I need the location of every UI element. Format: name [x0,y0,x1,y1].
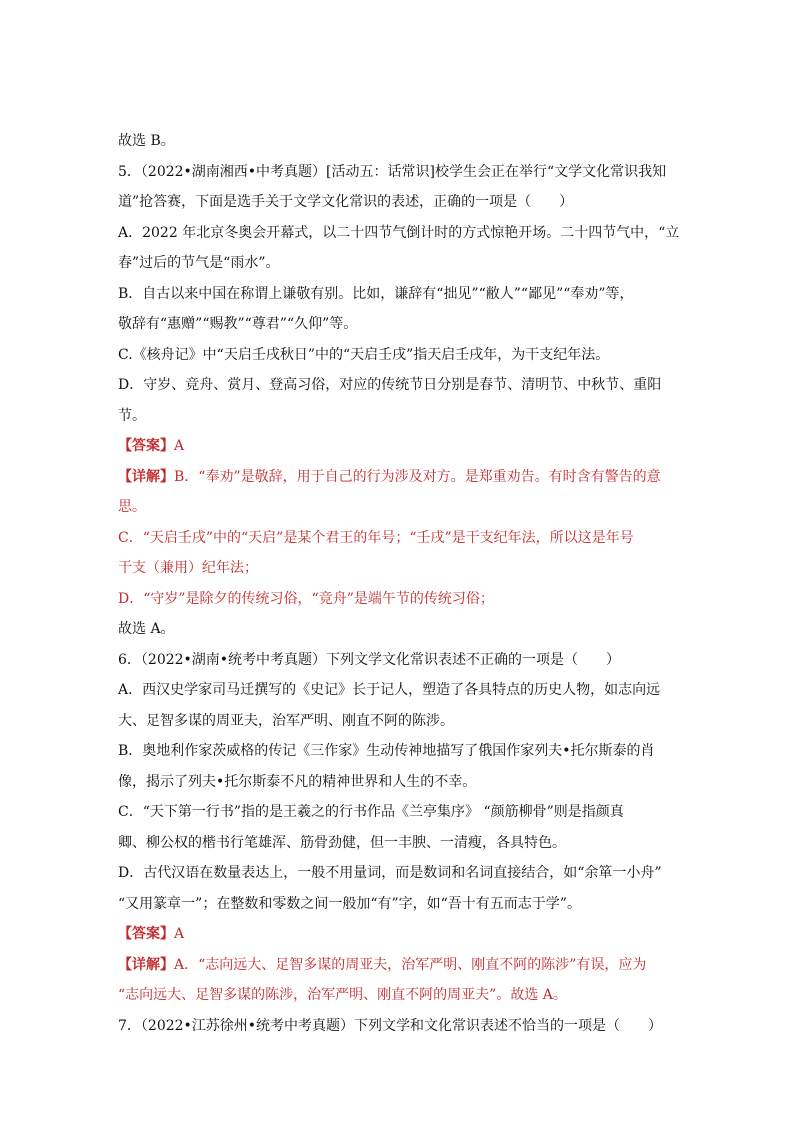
text-line: 故选 B。 [118,133,175,149]
question-6-line: 6．（2022•湖南•统考中考真题）下列文学文化常识表述不正确的一项是（ ） [118,651,621,668]
answer-tag: 【答案】 [118,438,174,454]
explanation-line: D．“守岁”是除夕的传统习俗，“竞舟”是端午节的传统习俗； [118,590,494,607]
explanation-line: 思。 [118,499,146,515]
question-7-line: 7．（2022•江苏徐州•统考中考真题）下列文学和文化常识表述不恰当的一项是（ ） [118,1017,663,1034]
explanation-text: A．“志向远大、足智多谋的周亚夫，治军严明、刚直不阿的陈涉”有误，应为 [174,956,647,973]
question-5-line: 5．（2022•湖南湘西•中考真题）[活动五：话常识]校学生会正在举行“文学文化常识我知 [118,163,667,180]
explanation-text: B．“奉劝”是敬辞，用于自己的行为涉及对方。是郑重劝告。有时含有警告的意 [174,468,661,485]
text-line: 卿、柳公权的楷书行笔雄浑、筋骨劲健，但一丰腴、一清瘦，各具特色。 [118,834,566,851]
text-line: “又用篆章一”；在整数和零数之间一般加“有”字，如“吾十有五而志于学”。 [118,895,581,912]
option-a-line: A．2022 年北京冬奥会开幕式，以二十四节气倒计时的方式惊艳开场。二十四节气中，“立 [118,224,680,241]
text-line: 春”过后的节气是“雨水”。 [118,255,280,271]
answer-value: A [174,438,185,454]
question-content [118,126,678,1041]
answer-line [118,431,678,462]
explanation-line [118,462,678,493]
option-d-line: D．古代汉语在数量表达上，一般不用量词，而是数词和名词直接结合，如“余箪一小舟” [118,865,662,881]
answer-value: A [174,926,185,942]
explanation-line: 干支（兼用）纪年法； [118,560,258,576]
option-a-line: A．西汉史学家司马迁撰写的《史记》长于记人，塑造了各具特点的历史人物，如志向远 [118,682,661,698]
option-d-line: D．守岁、竞舟、赏月、登高习俗，对应的传统节日分别是春节、清明节、中秋节、重阳 [118,377,662,393]
text-line: 大、足智多谋的周亚夫，治军严明、刚直不阿的陈涉。 [118,712,454,729]
explanation-line [118,950,678,981]
explanation-tag: 【详解】 [118,956,174,973]
option-c-line: C．“天下第一行书”指的是王羲之的行书作品《兰亭集序》 “颜筋柳骨”则是指颜真 [118,804,624,820]
option-c-line: C.《核舟记》中“天启壬戌秋日”中的“天启壬戌”指天启壬戌年，为干支纪年法。 [118,346,610,363]
answer-tag: 【答案】 [118,926,174,942]
text-line: 故选 A。 [118,621,175,637]
option-b-line: B．奥地利作家茨威格的传记《三作家》生动传神地描写了俄国作家列夫•托尔斯泰的肖 [118,743,655,759]
text-line: 道”抢答赛，下面是选手关于文学文化常识的表述，正确的一项是（ ） [118,194,574,210]
text-line: 节。 [118,407,146,424]
text-line: 像，揭示了列夫•托尔斯泰不凡的精神世界和人生的不幸。 [118,773,477,790]
text-line: 敬辞有“惠赠”“赐教”“尊君”“久仰”等。 [118,316,358,332]
explanation-tag: 【详解】 [118,468,174,485]
explanation-line: “志向远大、足智多谋的陈涉，治军严明、刚直不阿的周亚夫”。故选 A。 [118,987,567,1003]
option-b-line: B．自古以来中国在称谓上谦敬有别。比如，谦辞有“拙见”“敝人”“鄙见”“奉劝”等， [118,285,634,302]
explanation-line: C．“天启壬戌”中的“天启”是某个君王的年号；“壬戌”是干支纪年法，所以这是年号 [118,529,634,546]
answer-line [118,919,678,950]
